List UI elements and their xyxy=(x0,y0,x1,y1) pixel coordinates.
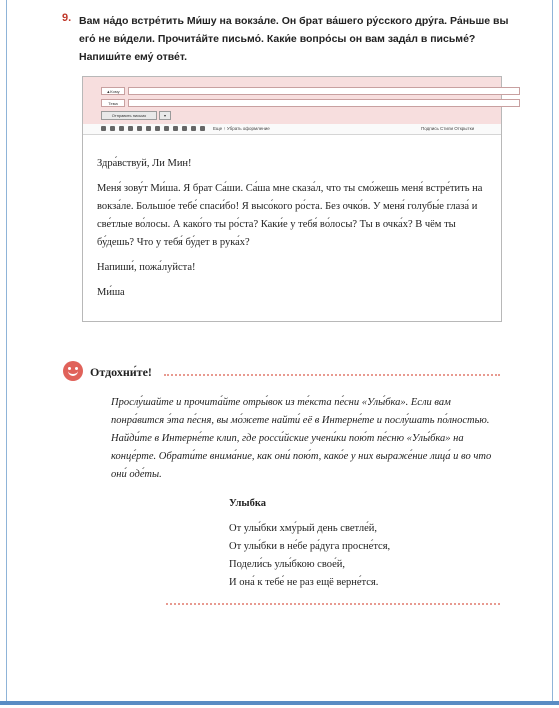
indent-icon[interactable] xyxy=(173,126,178,131)
subject-label: Тема xyxy=(101,99,125,107)
font-icon[interactable] xyxy=(146,126,151,131)
subject-field[interactable] xyxy=(128,99,520,107)
bottom-border xyxy=(0,701,559,705)
dotted-divider-bottom xyxy=(166,603,500,605)
letter-closing: Напиши́, пожа́луйста! xyxy=(97,262,196,273)
letter-greeting: Здра́вствуй, Ли Мин! xyxy=(97,158,192,169)
song-line: От улы́бки хму́рый день светле́й, xyxy=(229,523,377,534)
letter-signature: Ми́ша xyxy=(97,287,125,298)
bold-icon[interactable] xyxy=(101,126,106,131)
text-color-icon[interactable] xyxy=(137,126,142,131)
dotted-divider-top xyxy=(164,374,500,376)
italic-icon[interactable] xyxy=(110,126,115,131)
to-field[interactable] xyxy=(128,87,520,95)
strikethrough-icon[interactable] xyxy=(128,126,133,131)
align-icon[interactable] xyxy=(155,126,160,131)
chevron-down-icon: ▾ xyxy=(163,113,166,118)
rest-title: Отдохни́те! xyxy=(90,365,152,379)
underline-icon[interactable] xyxy=(119,126,124,131)
rest-instructions: Прослу́шайте и прочита́йте отры́вок из те́кста пе́сни «Улы́бка». Если вам понра́вится э́та пе́сня, вы мо́жете найти́ её в Интерне́те и послу́шать по́лностью. Найди́те в Интерне́те клип, где росси́йские учени́ки пою́т пе́сню «Улы́бка» на конце́рте. Обрати́те внима́ние, как они́ пою́т, како́е у них выраже́ние лица́ и во что они́ оде́ты. xyxy=(111,397,492,480)
toolbar-right-links[interactable]: Подпись Стили Открытки xyxy=(421,126,475,131)
list-icon[interactable] xyxy=(164,126,169,131)
send-button[interactable]: Отправить письмо xyxy=(101,111,157,120)
task-number: 9. xyxy=(62,12,72,24)
song-line: И она́ к тебе́ не раз ещё верне́тся. xyxy=(229,577,379,588)
email-window xyxy=(82,76,502,322)
send-options-button[interactable] xyxy=(159,111,171,120)
song-title: Улыбка xyxy=(229,498,267,509)
formatting-toolbar xyxy=(83,124,501,135)
toolbar-more[interactable]: Еще ↑ Убрать оформление xyxy=(213,126,270,131)
eye-left xyxy=(68,367,71,370)
song-line: Подели́сь улы́бкою свое́й, xyxy=(229,559,346,570)
to-row xyxy=(101,87,499,96)
image-icon[interactable] xyxy=(191,126,196,131)
song-line: От улы́бки в не́бе ра́дуга просне́тся, xyxy=(229,541,391,552)
song-lyrics xyxy=(229,520,489,592)
eye-right xyxy=(75,367,78,370)
letter-text: Меня́ зову́т Ми́ша. Я брат Са́ши. Са́ша мне сказа́л, что ты смо́жешь меня́ встре́тить на вокза́ле. Большо́е тебе́ спаси́бо! Я высо́кого ро́ста. Без очко́в. У меня́ голубы́е глаза́ и све́тлые во́лосы. А како́го ты ро́ста? Каки́е у тебя́ во́лосы? Ты в очка́х? В чём ты бу́дешь? Что у тебя́ бу́дет в рука́х? xyxy=(97,183,483,248)
mouth xyxy=(68,371,78,376)
smiley-face-icon xyxy=(63,361,83,381)
to-label[interactable]: ▲Кому xyxy=(101,87,125,95)
email-header xyxy=(83,77,501,124)
letter-body[interactable] xyxy=(97,155,492,309)
task-text: Вам на́до встре́тить Ми́шу на вокза́ле. Он брат ва́шего ру́сского дру́га. Ра́ньше вы его́ не ви́дели. Прочита́йте письмо́. Каки́е вопро́сы он вам зада́л в письме́? Напиши́те ему́ отве́т. xyxy=(79,15,509,63)
subject-row xyxy=(101,99,499,108)
smiley-icon[interactable] xyxy=(200,126,205,131)
link-icon[interactable] xyxy=(182,126,187,131)
